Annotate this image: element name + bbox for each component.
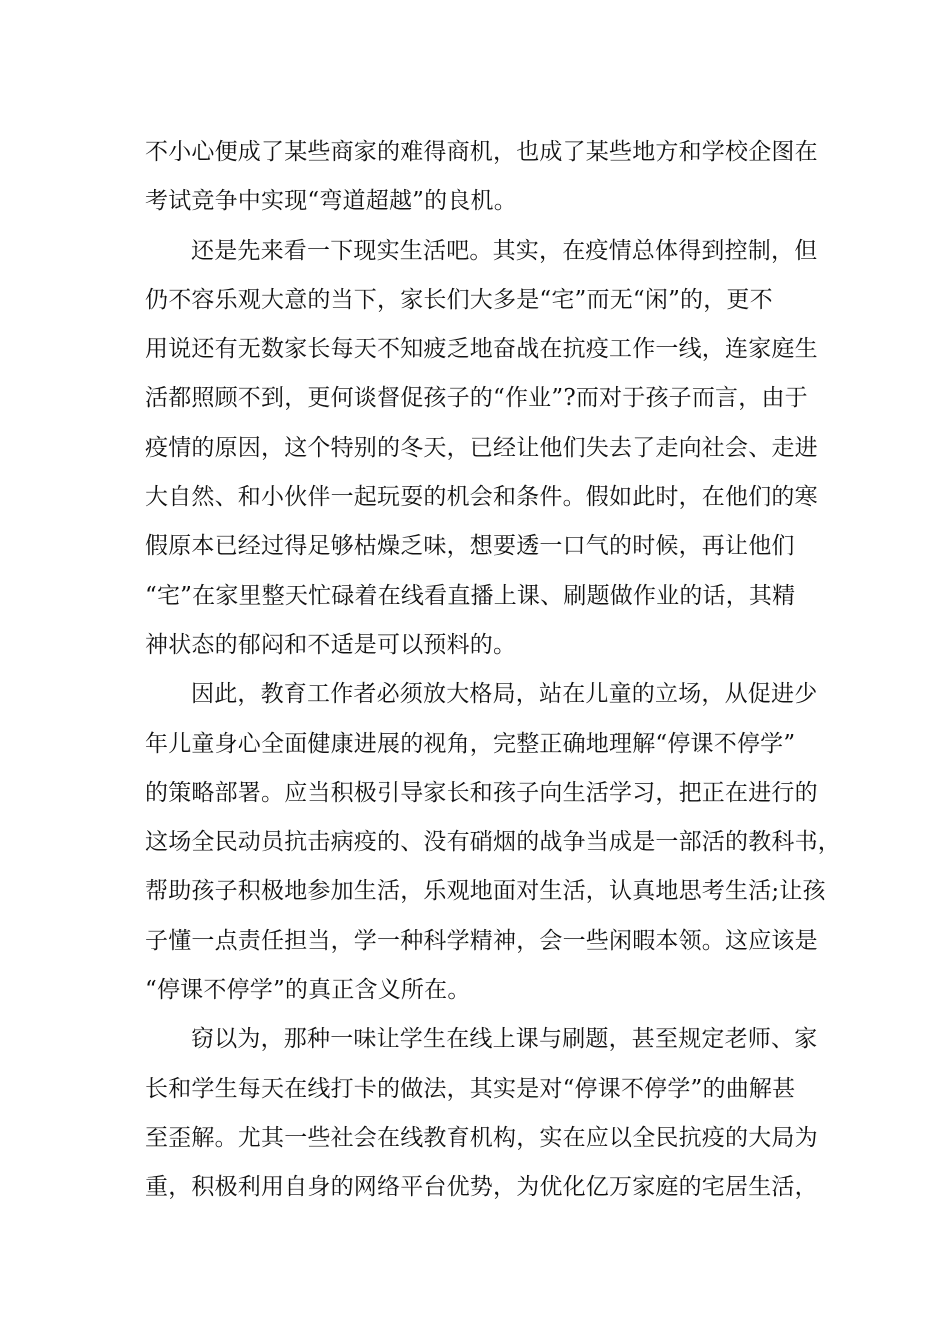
text-line: 假原本已经过得足够枯燥乏味，想要透一口气的时候，再让他们 bbox=[145, 533, 795, 560]
paragraph-first-line: 还是先来看一下现实生活吧。其实，在疫情总体得到控制，但 bbox=[191, 237, 818, 264]
text-line: 仍不容乐观大意的当下，家长们大多是“宅”而无“闲”的，更不 bbox=[145, 286, 773, 313]
paragraph-first-line: 窃以为，那种一味让学生在线上课与刷题，甚至规定老师、家 bbox=[191, 1026, 818, 1053]
text-line: 这场全民动员抗击病疫的、没有硝烟的战争当成是一部活的教科书， bbox=[145, 829, 841, 856]
text-line: 长和学生每天在线打卡的做法，其实是对“停课不停学”的曲解甚 bbox=[145, 1075, 796, 1102]
text-line: 的策略部署。应当积极引导家长和孩子向生活学习，把正在进行的 bbox=[145, 779, 818, 806]
text-line: 活都照顾不到，更何谈督促孩子的“作业”?而对于孩子而言，由于 bbox=[145, 385, 808, 412]
document-body bbox=[145, 128, 841, 1213]
text-line: 神状态的郁闷和不适是可以预料的。 bbox=[145, 631, 517, 658]
text-line: 至歪解。尤其一些社会在线教育机构，实在应以全民抗疫的大局为 bbox=[145, 1124, 818, 1151]
text-line: “宅”在家里整天忙碌着在线看直播上课、刷题做作业的话，其精 bbox=[145, 582, 796, 609]
text-line: 考试竞争中实现“弯道超越”的良机。 bbox=[145, 188, 517, 215]
text-line: 疫情的原因，这个特别的冬天，已经让他们失去了走向社会、走进 bbox=[145, 434, 818, 461]
text-line: 重，积极利用自身的网络平台优势，为优化亿万家庭的宅居生活， bbox=[145, 1174, 818, 1201]
text-line: 帮助孩子积极地参加生活，乐观地面对生活，认真地思考生活;让孩 bbox=[145, 878, 826, 905]
text-line: “停课不停学”的真正含义所在。 bbox=[145, 977, 471, 1004]
text-line: 用说还有无数家长每天不知疲乏地奋战在抗疫工作一线，连家庭生 bbox=[145, 336, 818, 363]
text-line: 子懂一点责任担当，学一种科学精神，会一些闲暇本领。这应该是 bbox=[145, 927, 818, 954]
paragraph-first-line: 因此，教育工作者必须放大格局，站在儿童的立场，从促进少 bbox=[191, 681, 818, 708]
text-line: 不小心便成了某些商家的难得商机，也成了某些地方和学校企图在 bbox=[145, 139, 818, 165]
text-line: 大自然、和小伙伴一起玩耍的机会和条件。假如此时，在他们的寒 bbox=[145, 484, 818, 511]
text-line: 年儿童身心全面健康进展的视角，完整正确地理解“停课不停学” bbox=[145, 730, 796, 757]
